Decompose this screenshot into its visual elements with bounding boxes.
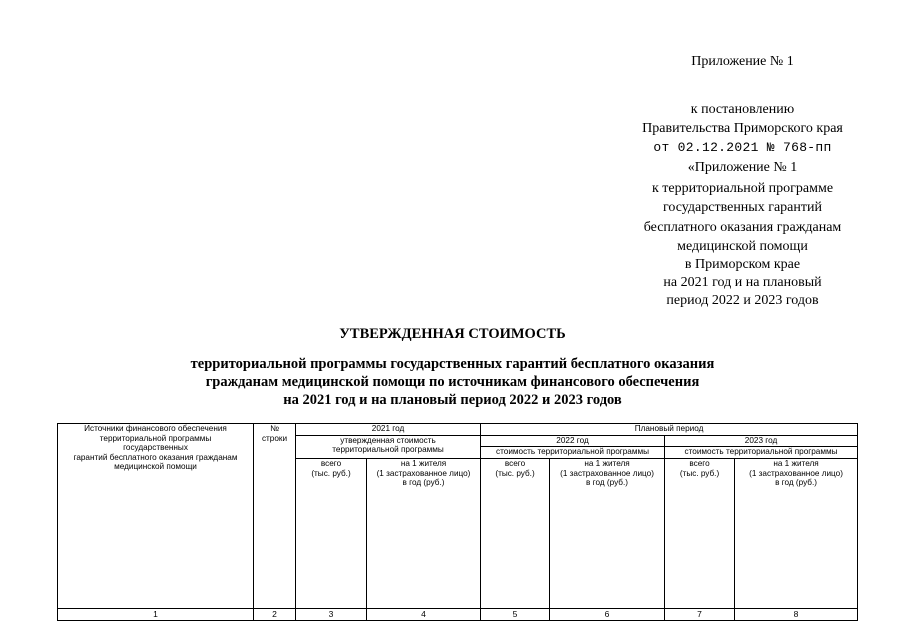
planned-period-header: Плановый период (481, 424, 858, 436)
document-title: УТВЕРЖДЕННАЯ СТОИМОСТЬ (339, 326, 566, 342)
table-cell (58, 495, 254, 608)
appendix-label: Приложение № 1 (691, 54, 794, 69)
program-cost-2023-header: стоимость территориальной программы (665, 447, 858, 459)
column-number: 3 (296, 608, 367, 620)
total-2021-header: всего (тыс. руб.) (296, 459, 367, 496)
column-number: 7 (665, 608, 735, 620)
column-number: 8 (735, 608, 858, 620)
appendix-line: медицинской помощи (677, 239, 808, 254)
appendix-quoted: «Приложение № 1 (687, 160, 798, 175)
appendix-line: на 2021 год и на плановый (663, 275, 822, 290)
per-resident-2023-header: на 1 жителя (1 застрахованное лицо) в год (руб.) (735, 459, 858, 496)
appendix-line: государственных гарантий (663, 200, 822, 215)
date-number: от 02.12.2021 № 768-пп (653, 140, 832, 155)
appendix-line: к территориальной программе (651, 181, 834, 196)
table-cell (550, 495, 665, 608)
document-subtitle: гражданам медицинской помощи по источникам финансового обеспечения (205, 374, 700, 390)
table-cell (367, 495, 481, 608)
column-number: 2 (254, 608, 296, 620)
year-2021-header: 2021 год (296, 424, 481, 436)
total-2023-header: всего (тыс. руб.) (665, 459, 735, 496)
table-cell (481, 495, 550, 608)
approved-cost-header: утвержденная стоимость территориальной программы (296, 435, 481, 458)
table-cell (665, 495, 735, 608)
year-2023-header: 2023 год (665, 435, 858, 447)
table-cell (735, 495, 858, 608)
per-resident-2022-header: на 1 жителя (1 застрахованное лицо) в год (руб.) (550, 459, 665, 496)
row-number-header: № строки (254, 424, 296, 496)
column-numbers-row (58, 608, 858, 620)
column-number: 6 (550, 608, 665, 620)
appendix-line: период 2022 и 2023 годов (666, 293, 819, 308)
table-cell (296, 495, 367, 608)
table-cell (254, 495, 296, 608)
column-number: 5 (481, 608, 550, 620)
total-2022-header: всего (тыс. руб.) (481, 459, 550, 496)
appendix-line: бесплатного оказания гражданам (643, 220, 842, 235)
cost-table (57, 423, 858, 621)
sources-header: Источники финансового обеспечения территориальной программы государственных гарантий бесплатного оказания гражданам медицинской помощи (58, 424, 254, 496)
per-resident-2021-header: на 1 жителя (1 застрахованное лицо) в год (руб.) (367, 459, 481, 496)
column-number: 1 (58, 608, 254, 620)
document-subtitle: территориальной программы государственных гарантий бесплатного оказания (190, 356, 715, 372)
appendix-line: в Приморском крае (684, 257, 801, 272)
program-cost-2022-header: стоимость территориальной программы (481, 447, 665, 459)
government-label: Правительства Приморского края (642, 121, 843, 136)
document-subtitle: на 2021 год и на плановый период 2022 и 2023 годов (283, 392, 622, 408)
resolution-label: к постановлению (690, 102, 795, 117)
column-number: 4 (367, 608, 481, 620)
year-2022-header: 2022 год (481, 435, 665, 447)
